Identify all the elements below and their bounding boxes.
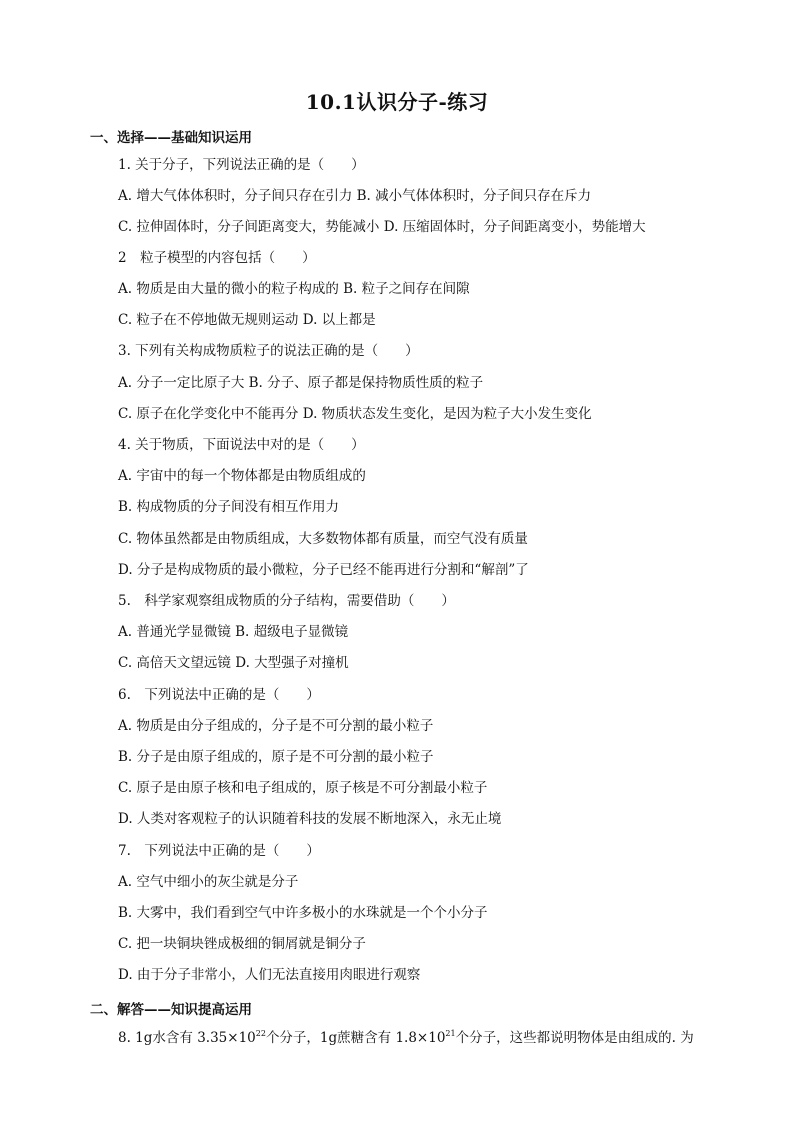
question-6: 6. 下列说法中正确的是（ ）: [118, 687, 320, 703]
exponent-22: 22: [255, 1029, 266, 1038]
question-7-option-d: D. 由于分子非常小，人们无法直接用肉眼进行观察: [118, 967, 421, 983]
question-6-option-a: A. 物质是由分子组成的，分子是不可分割的最小粒子: [118, 718, 434, 734]
question-1-options-cd: C. 拉伸固体时，分子间距离变大，势能减小 D. 压缩固体时，分子间距离变小，势能增大: [118, 219, 646, 235]
question-5-options-ab: A. 普通光学显微镜 B. 超级电子显微镜: [118, 624, 349, 640]
question-1-options-ab: A. 增大气体体积时，分子间只存在引力 B. 减小气体体积时，分子间只存在斥力: [118, 188, 592, 204]
question-2: 2 粒子模型的内容包括（ ）: [118, 250, 316, 266]
question-8-part-2: 个分子，1g蔗糖含有 1.8×10: [265, 1030, 446, 1046]
question-6-option-b: B. 分子是由原子组成的，原子是不可分割的最小粒子: [118, 749, 434, 765]
question-4-option-a: A. 宇宙中的每一个物体都是由物质组成的: [118, 468, 366, 484]
question-7: 7. 下列说法中正确的是（ ）: [118, 843, 320, 859]
page-title: 10.1认识分子-练习: [305, 90, 489, 114]
exponent-21: 21: [445, 1029, 456, 1038]
question-8-part-3: 个分子，这些都说明物体是由组成的. 为: [455, 1030, 694, 1046]
question-3: 3. 下列有关构成物质粒子的说法正确的是（ ）: [118, 343, 419, 359]
question-4-option-d: D. 分子是构成物质的最小微粒，分子已经不能再进行分割和“解剖”了: [118, 562, 529, 578]
question-3-options-cd: C. 原子在化学变化中不能再分 D. 物质状态发生变化，是因为粒子大小发生变化: [118, 406, 592, 422]
question-4: 4. 关于物质，下面说法中对的是（ ）: [118, 437, 365, 453]
question-7-option-a: A. 空气中细小的灰尘就是分子: [118, 874, 299, 890]
question-3-options-ab: A. 分子一定比原子大 B. 分子、原子都是保持物质性质的粒子: [118, 375, 484, 391]
question-2-options-cd: C. 粒子在不停地做无规则运动 D. 以上都是: [118, 312, 376, 328]
section-heading-choice: 一、选择——基础知识运用: [90, 130, 252, 146]
question-6-option-d: D. 人类对客观粒子的认识随着科技的发展不断地深入，永无止境: [118, 811, 502, 827]
question-4-option-b: B. 构成物质的分子间没有相互作用力: [118, 499, 340, 515]
question-2-options-ab: A. 物质是由大量的微小的粒子构成的 B. 粒子之间存在间隙: [118, 281, 470, 297]
question-7-option-b: B. 大雾中，我们看到空气中许多极小的水珠就是一个个小分子: [118, 905, 488, 921]
question-6-option-c: C. 原子是由原子核和电子组成的，原子核是不可分割最小粒子: [118, 780, 488, 796]
question-1: 1. 关于分子，下列说法正确的是（ ）: [118, 157, 365, 173]
question-7-option-c: C. 把一块铜块锉成极细的铜屑就是铜分子: [118, 936, 366, 952]
question-8: [118, 1029, 694, 1047]
question-4-option-c: C. 物体虽然都是由物质组成，大多数物体都有质量，而空气没有质量: [118, 531, 528, 547]
question-5-options-cd: C. 高倍天文望远镜 D. 大型强子对撞机: [118, 655, 349, 671]
section-heading-answer: 二、解答——知识提高运用: [90, 1002, 252, 1018]
question-8-part-1: 8. 1g水含有 3.35×10: [118, 1030, 256, 1046]
question-5: 5. 科学家观察组成物质的分子结构，需要借助（ ）: [118, 593, 455, 609]
